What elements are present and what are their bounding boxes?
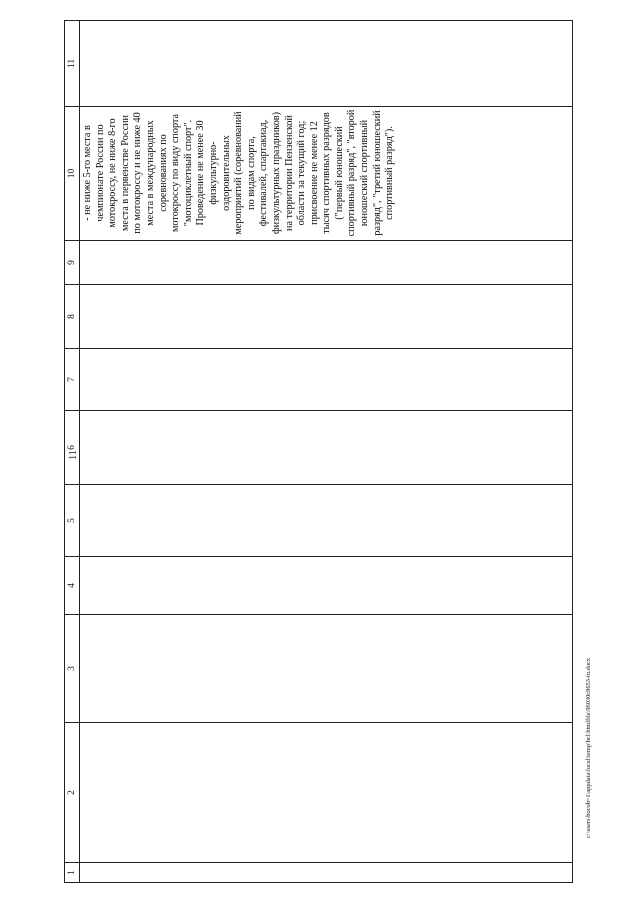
header-cell-4: 4 (65, 557, 80, 615)
header-cell-6: 6 (65, 411, 80, 485)
header-cell-1: 1 (65, 863, 80, 883)
header-cell-11: 11 (65, 21, 80, 107)
footer-file-path-text: c:\users\bocob~1\appdata\local\temp\bcl\htmlfile\96030c8653-tn.docx (585, 657, 592, 838)
cell-col-4 (80, 557, 573, 615)
cell-col-8 (80, 285, 573, 349)
indicator-paragraph-2: Проведение не менее 30 физкультурно-оздоровительных мероприятий (соревнований по видам спорта, фестивалей, спартакиад, физкультурных праздников) на территории Пензенской области за текущий год; (195, 111, 308, 235)
cell-col-7 (80, 349, 573, 411)
rotated-table-container (64, 21, 572, 883)
header-cell-7: 7 (65, 349, 80, 411)
header-cell-9: 9 (65, 241, 80, 285)
table-header-row (65, 21, 80, 883)
indicator-paragraph-1: - не ниже 5-го места в чемпионате России по мотокроссу, не ниже 8-го места в первенстве России по мотокроссу и не ниже 40 места в международных соревнованиях по мотокроссу по виду спорта "мотоциклетный спорт". (82, 112, 194, 234)
cell-col-1 (80, 863, 573, 883)
indicator-paragraph-3: присвоение не менее 12 тысяч спортивных разрядов ("первый юношеский спортивный разряд", "второй юношеский спортивный разряд", "третий юношеский спортивный разряд"). (308, 109, 396, 237)
header-cell-2: 2 (65, 723, 80, 863)
cell-col-6 (80, 411, 573, 485)
data-table (64, 20, 573, 883)
cell-col-9 (80, 241, 573, 285)
header-cell-8: 8 (65, 285, 80, 349)
table-row (80, 21, 573, 883)
cell-col-10 (80, 107, 573, 241)
header-cell-5: 5 (65, 485, 80, 557)
cell-col-3 (80, 615, 573, 723)
header-cell-3: 3 (65, 615, 80, 723)
header-cell-10: 10 (65, 107, 80, 241)
page-number: 11 (68, 450, 79, 460)
cell-col-2 (80, 723, 573, 863)
cell-col-5 (80, 485, 573, 557)
cell-col-11 (80, 21, 573, 107)
indicator-text (80, 107, 397, 240)
